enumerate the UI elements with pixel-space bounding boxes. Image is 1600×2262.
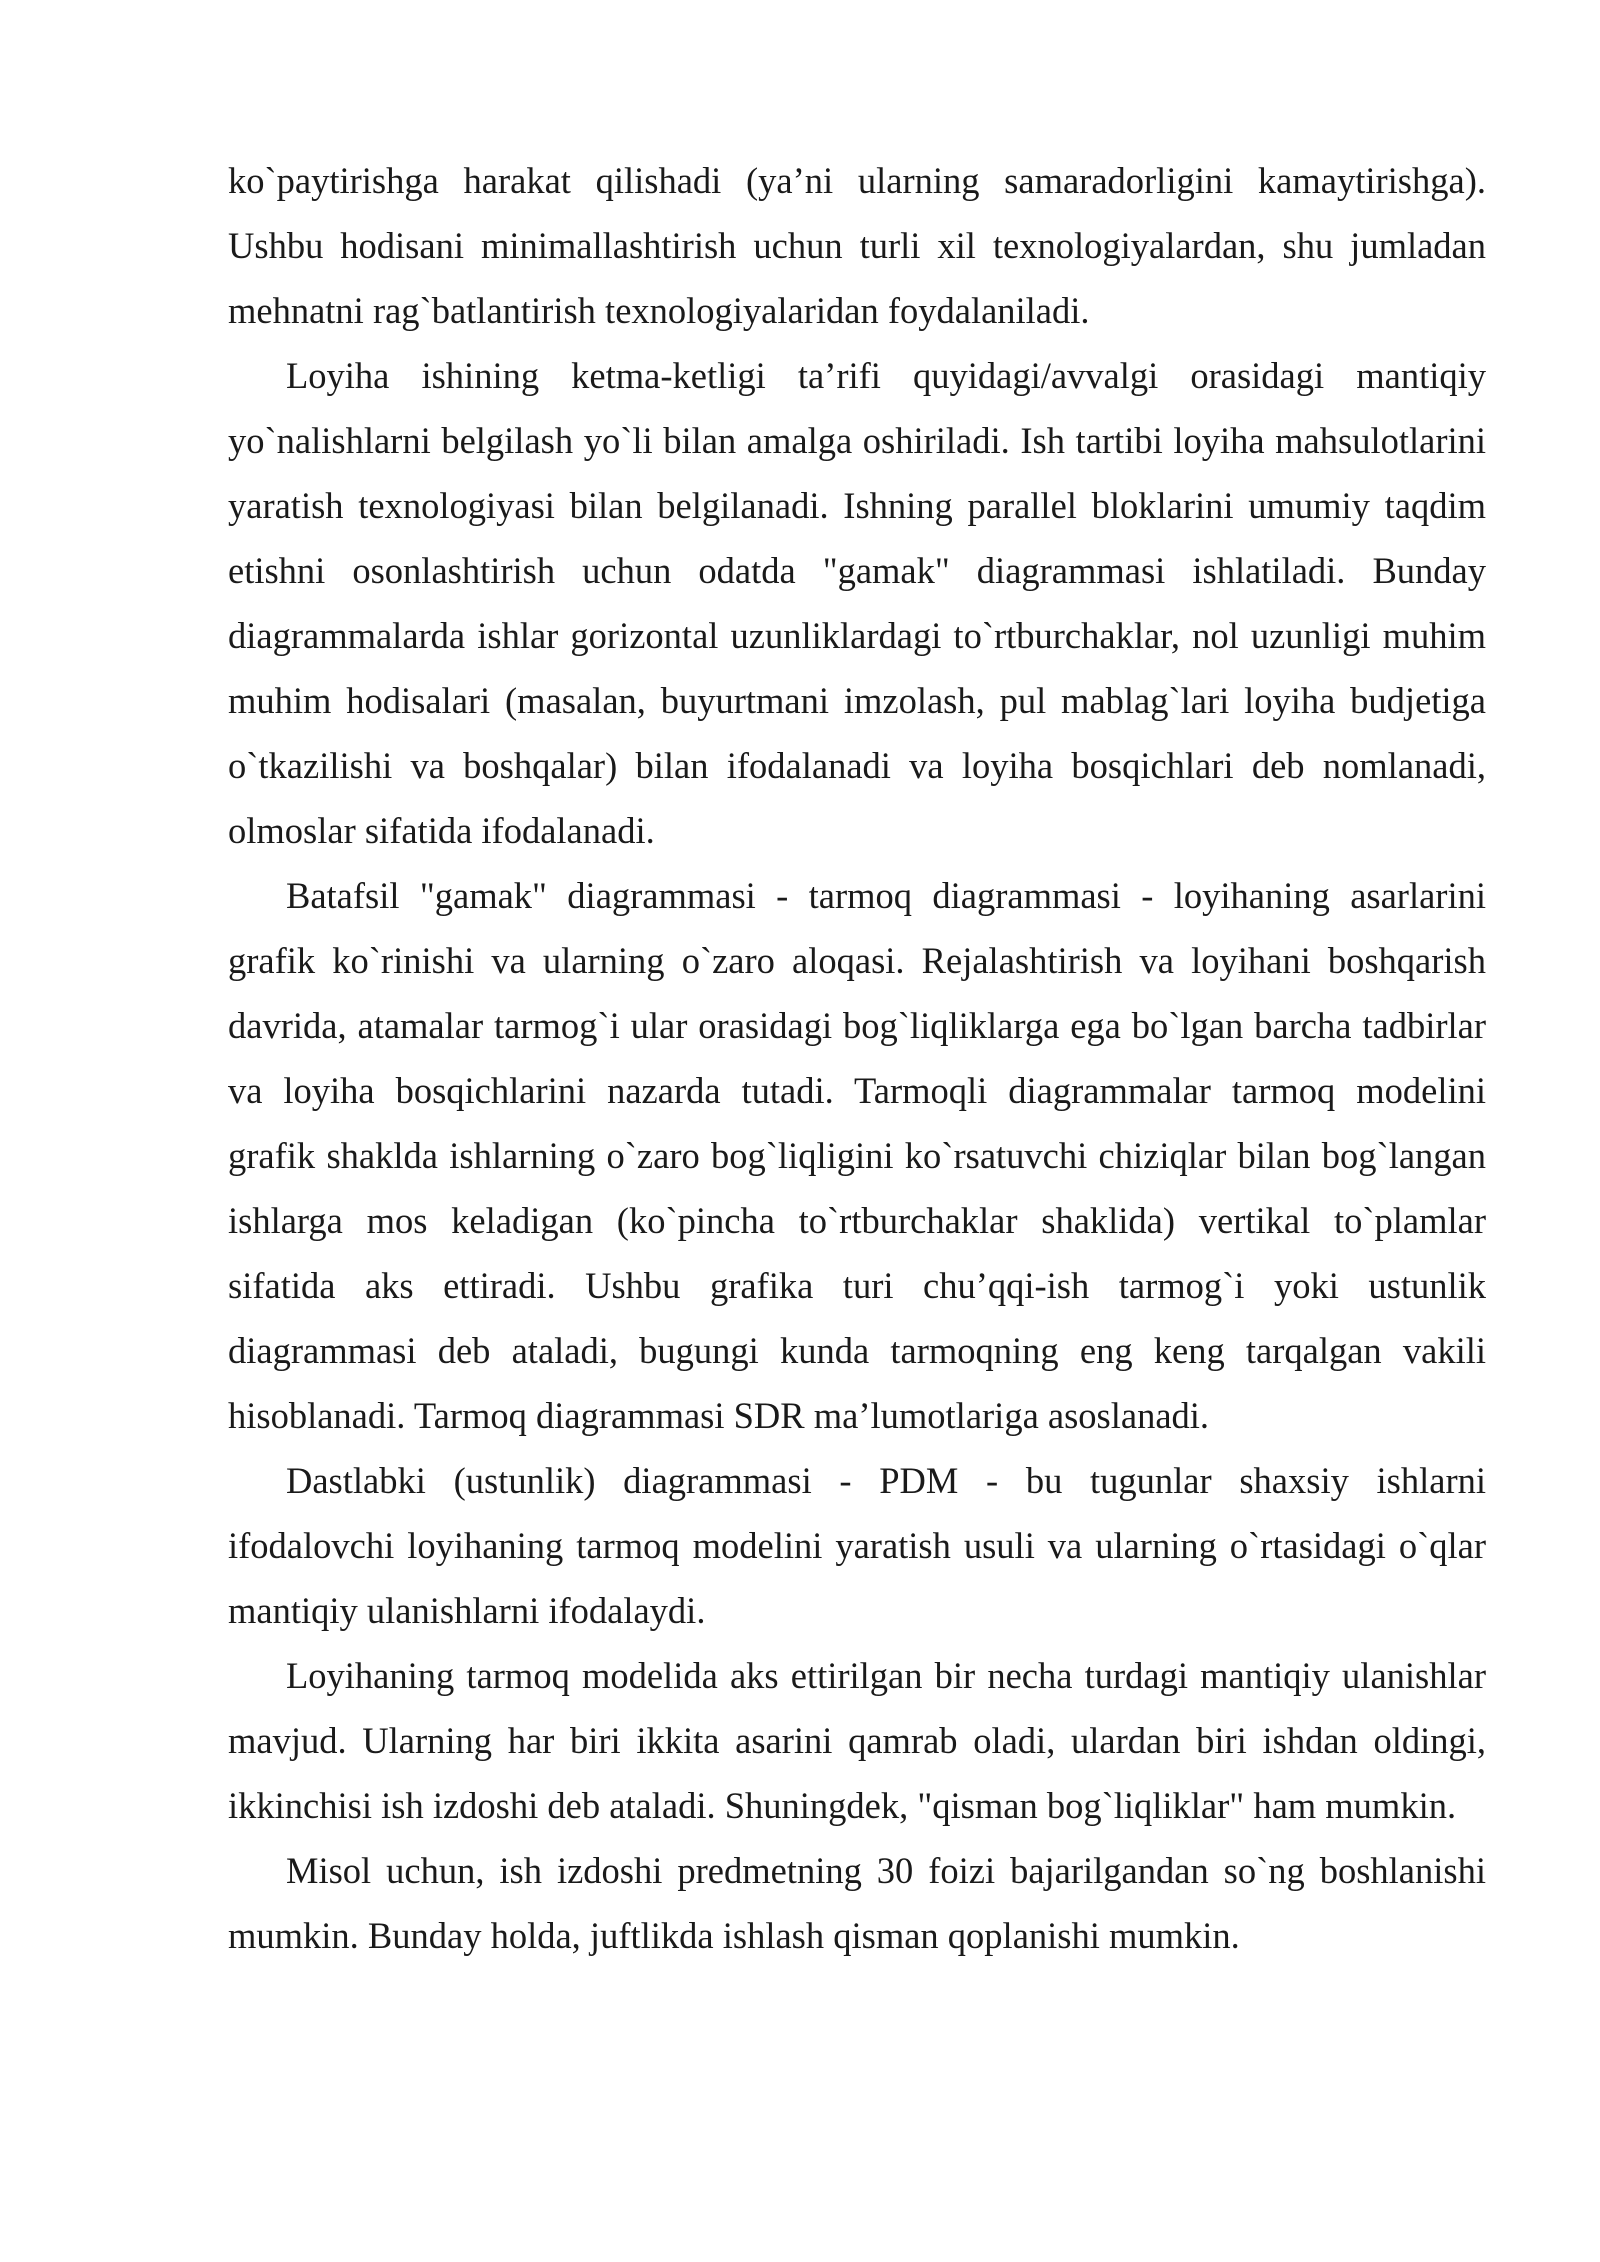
paragraph-logical-links: Loyihaning tarmoq modelida aks ettirilgan bir necha turdagi mantiqiy ulanishlar mavjud. Ularning har biri ikkita asarini qamrab oladi, ulardan biri ishdan oldingi, ikkinchisi ish izdoshi deb ataladi. Shuningdek, "qisman bog`liqliklar" ham mumkin. — [228, 1655, 1486, 1826]
paragraph-pdm: Dastlabki (ustunlik) diagrammasi - PDM - bu tugunlar shaxsiy ishlarni ifodalovchi loyihaning tarmoq modelini yaratish usuli va ularning o`rtasidagi o`qlar mantiqiy ulanishlarni ifodalaydi. — [228, 1460, 1486, 1631]
paragraph-continuation: ko`paytirishga harakat qilishadi (ya’ni ularning samaradorligini kamaytirishga). Ushbu hodisani minimallashtirish uchun turli xil texnologiyalardan, shu jumladan mehnatni rag`batlantirish texnologiyalaridan foydalaniladi. — [228, 160, 1486, 331]
paragraph-network-diagram: Batafsil "gamak" diagrammasi - tarmoq diagrammasi - loyihaning asarlarini grafik ko`rinishi va ularning o`zaro aloqasi. Rejalashtirish va loyihani boshqarish davrida, atamalar tarmog`i ular orasidagi bog`liqliklarga ega bo`lgan barcha tadbirlar va loyiha bosqichlarini nazarda tutadi. Tarmoqli diagrammalar tarmoq modelini grafik shaklda ishlarning o`zaro bog`liqligini ko`rsatuvchi chiziqlar bilan bog`langan ishlarga mos keladigan (ko`pincha to`rtburchaklar shaklida) vertikal to`plamlar sifatida aks ettiradi. Ushbu grafika turi chu’qqi-ish tarmog`i yoki ustunlik diagrammasi deb ataladi, bugungi kunda tarmoqning eng keng tarqalgan vakili hisoblanadi. Tarmoq diagrammasi SDR ma’lumotlariga asoslanadi. — [228, 875, 1486, 1436]
document-page — [228, 148, 1486, 1968]
paragraph-example: Misol uchun, ish izdoshi predmetning 30 foizi bajarilgandan so`ng boshlanishi mumkin. Bunday holda, juftlikda ishlash qisman qoplanishi mumkin. — [228, 1850, 1486, 1956]
paragraph-work-sequence: Loyiha ishining ketma-ketligi ta’rifi quyidagi/avvalgi orasidagi mantiqiy yo`nalishlarni belgilash yo`li bilan amalga oshiriladi. Ish tartibi loyiha mahsulotlarini yaratish texnologiyasi bilan belgilanadi. Ishning parallel bloklarini umumiy taqdim etishni osonlashtirish uchun odatda "gamak" diagrammasi ishlatiladi. Bunday diagrammalarda ishlar gorizontal uzunliklardagi to`rtburchaklar, nol uzunligi muhim muhim hodisalari (masalan, buyurtmani imzolash, pul mablag`lari loyiha budjetiga o`tkazilishi va boshqalar) bilan ifodalanadi va loyiha bosqichlari deb nomlanadi, olmoslar sifatida ifodalanadi. — [228, 355, 1486, 851]
